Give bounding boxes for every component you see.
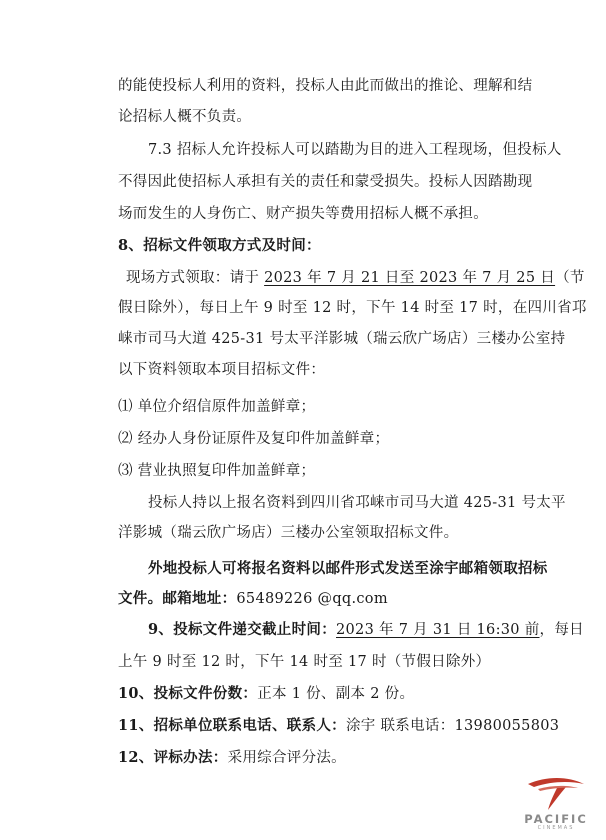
section-9-line-2: 上午 9 时至 12 时，下午 14 时至 17 时（节假日除外）: [118, 654, 491, 670]
section-9-label: 9、投标文件递交截止时间：: [148, 621, 336, 638]
list-item: ⑶ 营业执照复印件加盖鲜章；: [118, 463, 316, 479]
section-8-heading: 8、招标文件领取方式及时间：: [118, 237, 321, 254]
email-address: 65489226 @qq.com: [236, 591, 388, 607]
email-line: [118, 589, 606, 609]
text-span: ，每日: [539, 622, 584, 638]
section-11-label: 11、招标单位联系电话、联系人：: [118, 717, 346, 734]
paragraph-line: 投标人持以上报名资料到四川省邛崃市司马大道 425-31 号太平: [148, 495, 566, 511]
paragraph-line: 洋影城（瑞云欣广场店）三楼办公室领取招标文件。: [118, 525, 459, 541]
section-8-line-2: 假日除外），每日上午 9 时至 12 时，下午 14 时至 17 时，在四川省邛: [118, 300, 587, 316]
section-12: [118, 748, 606, 768]
list-item: ⑴ 单位介绍信原件加盖鲜章；: [118, 399, 316, 415]
section-10-label: 10、投标文件份数：: [118, 685, 258, 702]
paragraph-line: 场而发生的人身伤亡、财产损失等费用招标人概不承担。: [118, 206, 488, 222]
deadline-date: 2023 年 7 月 31 日 16:30 前: [336, 622, 540, 638]
section-11-value: 涂宇 联系电话：13980055803: [345, 718, 560, 734]
date-range: 2023 年 7 月 21 日至 2023 年 7 月 25 日: [264, 270, 556, 286]
paragraph-line: 不得因此使招标人承担有关的责任和蒙受损失。投标人因踏勘现: [118, 174, 533, 190]
paragraph-line: 的能使投标人利用的资料，投标人由此而做出的推论、理解和结: [118, 78, 533, 94]
section-8-line-4: 以下资料领取本项目招标文件：: [118, 362, 326, 378]
section-9-line-1: [148, 620, 606, 640]
list-item: ⑵ 经办人身份证原件及复印件加盖鲜章；: [118, 431, 390, 447]
text-span: （节: [555, 270, 585, 286]
section-10: [118, 684, 606, 704]
email-label: 文件。邮箱地址：: [118, 590, 237, 607]
pacific-cinemas-logo: [518, 772, 594, 832]
remote-notice-line: 外地投标人可将报名资料以邮件形式发送至涂宇邮箱领取招标: [148, 560, 548, 577]
section-8-line-1: [126, 268, 606, 288]
section-8-line-3: 崃市司马大道 425-31 号太平洋影城（瑞云欣广场店）三楼办公室持: [118, 331, 566, 347]
text-span: 现场方式领取：请于: [126, 270, 265, 286]
logo-wordmark: PACIFIC: [524, 812, 588, 826]
paragraph-line: 7.3 招标人允许投标人可以踏勘为目的进入工程现场，但投标人: [148, 142, 562, 158]
section-12-label: 12、评标办法：: [118, 749, 228, 766]
section-12-value: 采用综合评分法。: [227, 750, 346, 766]
paragraph-line: 论招标人概不负责。: [118, 109, 252, 125]
section-10-value: 正本 1 份、副本 2 份。: [257, 686, 415, 702]
logo-swoosh-icon: [518, 772, 594, 812]
section-11: [118, 716, 606, 736]
logo-subtitle: CINEMAS: [537, 825, 575, 831]
